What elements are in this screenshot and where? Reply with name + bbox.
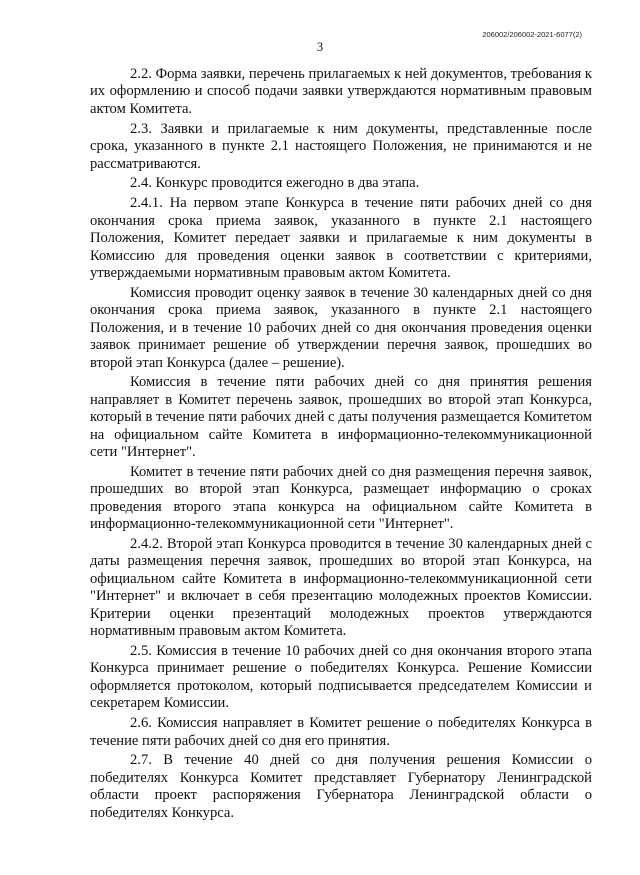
paragraph-2-2: 2.2. Форма заявки, перечень прилагаемых к ней документов, требования к их оформлению и способ подачи заявки утверждаются нормативным правовым актом Комитета.: [90, 66, 592, 117]
page-number: 3: [316, 40, 324, 54]
paragraph-2-4-1: 2.4.1. На первом этапе Конкурса в течение пяти рабочих дней со дня окончания срока приема заявок, указанного в пункте 2.1 настоящего Положения, Комитет передает заявки и прилагаемые к ним документы в Комиссию для проведения оценки заявок в соответствии с критериями, утверждаемыми нормативным правовым актом Комитета.: [90, 195, 592, 281]
paragraph-committee-publication: Комитет в течение пяти рабочих дней со дня размещения перечня заявок, прошедших во второй этап Конкурса, размещает информацию о сроках проведения второго этапа конкурса на официальном сайте Комитета в информационно-телекоммуникационной сети "Интернет".: [90, 463, 592, 533]
paragraph-2-6: 2.6. Комиссия направляет в Комитет решение о победителях Конкурса в течение пяти рабочих дней со дня его принятия.: [90, 715, 592, 749]
paragraph-2-7: 2.7. В течение 40 дней со дня получения решения Комиссии о победителях Конкурса Комитет представляет Губернатору Ленинградской области проект распоряжения Губернатора Ленинградской области о победителях Конкурса.: [90, 752, 592, 821]
paragraph-2-4: 2.4. Конкурс проводится ежегодно в два этапа.: [130, 175, 420, 192]
paragraph-2-3: 2.3. Заявки и прилагаемые к ним документы, представленные после срока, указанного в пункте 2.1 настоящего Положения, не принимаются и не рассматриваются.: [90, 120, 592, 172]
paragraph-2-5: 2.5. Комиссия в течение 10 рабочих дней со дня окончания второго этапа Конкурса принимает решение о победителях Конкурса. Решение Комиссии оформляется протоколом, который подписывается председателем Комиссии и секретарем Комиссии.: [90, 643, 592, 712]
document-id: 206002/206002-2021-6077(2): [482, 30, 582, 39]
paragraph-2-4-2: 2.4.2. Второй этап Конкурса проводится в течение 30 календарных дней с даты размещения перечня заявок, прошедших во второй этап Конкурса, на официальном сайте Комитета в информационно-телекоммуникационной сети "Интернет" и включает в себя презентацию молодежных проектов Комиссии. Критерии оценки презентаций молодежных проектов утверждаются нормативным правовым актом Комитета.: [90, 536, 592, 640]
document-body: [90, 66, 592, 825]
paragraph-commission-evaluation: Комиссия проводит оценку заявок в течение 30 календарных дней со дня окончания срока приема заявок, указанного в пункте 2.1 настоящего Положения, и в течение 10 рабочих дней со дня окончания проведения оценки заявок принимает решение об утверждении перечня заявок, прошедших во второй этап Конкурса (далее – решение).: [90, 284, 592, 371]
paragraph-commission-list: Комиссия в течение пяти рабочих дней со дня принятия решения направляет в Комитет перечень заявок, прошедших во второй этап Конкурса, который в течение пяти рабочих дней с даты получения размещается Комитетом на официальном сайте Комитета в информационно-телекоммуникационной сети "Интернет".: [90, 374, 592, 461]
